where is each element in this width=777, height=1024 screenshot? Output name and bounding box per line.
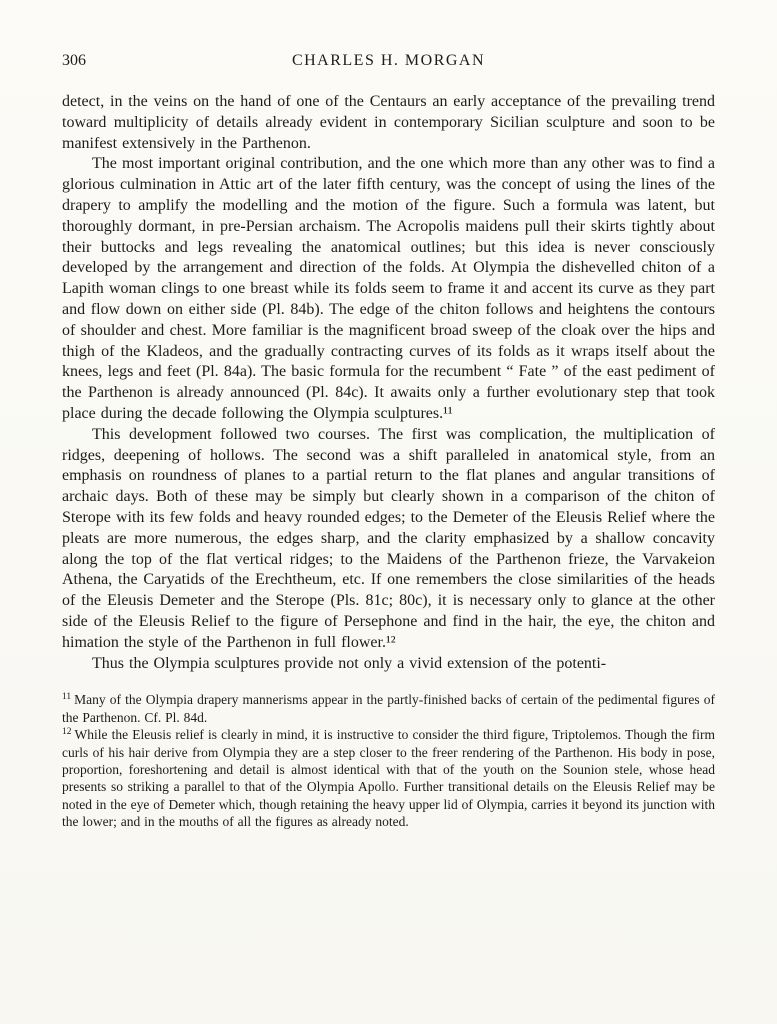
paragraph-4: Thus the Olympia sculptures provide not only a vivid extension of the potenti-	[92, 654, 607, 672]
footnote-11	[62, 691, 715, 726]
page-header	[62, 52, 715, 74]
page-number: 306	[62, 52, 86, 69]
footnote-12-text: While the Eleusis relief is clearly in mind, it is instructive to consider the third figure, Triptolemos. Though the firm curls of his hair derive from Olympia they are a step closer to the freer rendering of the Parthenon. His body in pose, proportion, foreshortening and detail is almost identical with that of the youth on the Sounion stele, whose head presents so striking a parallel to that of the Olympia Apollo. Further transitional details on the Eleusis Relief may be noted in the eye of Demeter which, though retaining the heavy upper lid of Olympia, carries it beyond its junction with the lower; and in the mouths of all the figures as already noted.	[62, 727, 715, 830]
paragraph-1: detect, in the veins on the hand of one of the Centaurs an early acceptance of the prevailing trend toward multiplicity of details already evident in contemporary Sicilian sculpture and soon to be manifest extensively in the Parthenon.	[62, 93, 715, 152]
footnotes-section	[62, 691, 715, 830]
running-header-title: CHARLES H. MORGAN	[291, 52, 486, 69]
footnote-11-marker: 11	[62, 691, 72, 702]
body-text	[62, 92, 715, 674]
footnote-12	[62, 726, 715, 830]
footnote-12-marker: 12	[62, 726, 72, 737]
paragraph-3: This development followed two courses. The first was complication, the multiplication of ridges, deepening of hollows. The second was a shift paralleled in anatomical style, from an emphasis on roundness of planes to a partial return to the flat planes and angular transitions of archaic days. Both of these may be simply but clearly shown in a comparison of the chiton of Sterope with its few folds and heavy rounded edges; to the Demeter of the Eleusis Relief where the pleats are more numerous, the edges sharp, and the clarity emphasized by a shallow concavity along the top of the flat vertical ridges; to the Maidens of the Parthenon frieze, the Varvakeion Athena, the Caryatids of the Erechtheum, etc. If one remembers the close similarities of the heads of the Eleusis Demeter and the Sterope (Pls. 81c; 80c), it is necessary only to glance at the other side of the Eleusis Relief to the figure of Persephone and find in the hair, the eye, the chiton and himation the style of the Parthenon in full flower.¹²	[62, 425, 715, 651]
paragraph-2: The most important original contribution, and the one which more than any other was to find a glorious culmination in Attic art of the later fifth century, was the concept of using the lines of the drapery to amplify the modelling and the motion of the figure. Such a formula was latent, but thoroughly dormant, in pre-Persian archaism. The Acropolis maidens pull their skirts tightly about their buttocks and legs revealing the anatomical outlines; but this idea is never consciously developed by the arrangement and direction of the folds. At Olympia the dishevelled chiton of a Lapith woman clings to one breast while its folds seem to frame it and accent its curve as they part and flow down on either side (Pl. 84b). The edge of the chiton follows and heightens the contours of shoulder and chest. More familiar is the magnificent broad sweep of the cloak over the hips and thigh of the Kladeos, and the gradually contracting curves of its folds as it wraps itself about the knees, legs and feet (Pl. 84a). The basic formula for the recumbent “ Fate ” of the east pediment of the Parthenon is already announced (Pl. 84c). It awaits only a further evolutionary step that took place during the decade following the Olympia sculptures.¹¹	[62, 155, 715, 422]
footnote-11-text: Many of the Olympia drapery mannerisms appear in the partly-finished backs of certain of the pedimental figures of the Parthenon. Cf. Pl. 84d.	[62, 692, 715, 725]
